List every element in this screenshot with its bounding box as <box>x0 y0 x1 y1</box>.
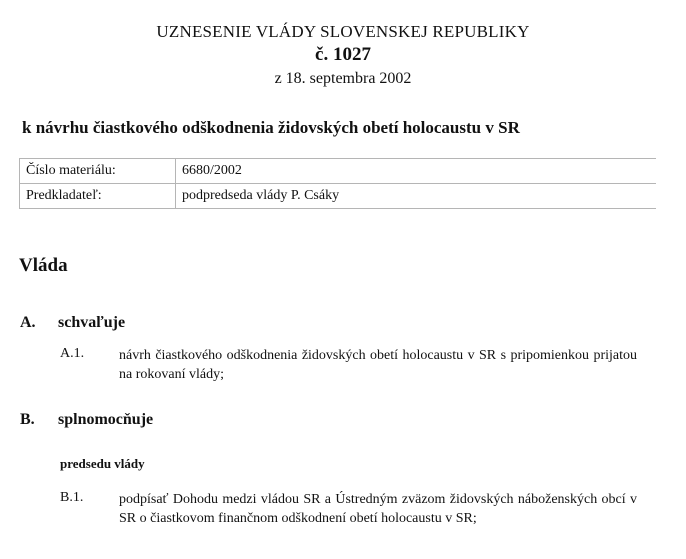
resolution-date: z 18. septembra 2002 <box>274 70 412 87</box>
section-b-title: splnomocňuje <box>58 411 154 428</box>
government-heading: Vláda <box>19 255 68 276</box>
item-a1-text: návrh čiastkového odškodnenia židovských obetí holocaustu v SR s pripomienkou prijatou na rokovaní vlády; <box>119 348 637 382</box>
item-b1-number: B.1. <box>60 490 84 505</box>
meta-table <box>19 158 656 209</box>
meta-value: podpredseda vlády P. Csáky <box>176 184 657 209</box>
item-b1-text: podpísať Dohodu medzi vládou SR a Ústredným zväzom židovských náboženských obcí v SR o čiastkovom finančnom odškodnení obetí holocaustu v SR; <box>119 492 637 526</box>
meta-label: Číslo materiálu: <box>20 159 176 184</box>
document-title: UZNESENIE VLÁDY SLOVENSKEJ REPUBLIKY <box>156 22 530 41</box>
meta-row <box>20 184 657 209</box>
meta-value: 6680/2002 <box>176 159 657 184</box>
meta-row <box>20 159 657 184</box>
meta-label: Predkladateľ: <box>20 184 176 209</box>
section-a-title: schvaľuje <box>58 314 126 331</box>
item-a1-number: A.1. <box>60 346 85 361</box>
resolution-number: č. 1027 <box>315 44 371 65</box>
section-a-letter: A. <box>20 314 36 331</box>
section-b-letter: B. <box>20 411 35 428</box>
section-b-subheading: predsedu vlády <box>60 456 145 471</box>
resolution-subject: k návrhu čiastkového odškodnenia židovských obetí holocaustu v SR <box>22 118 520 137</box>
